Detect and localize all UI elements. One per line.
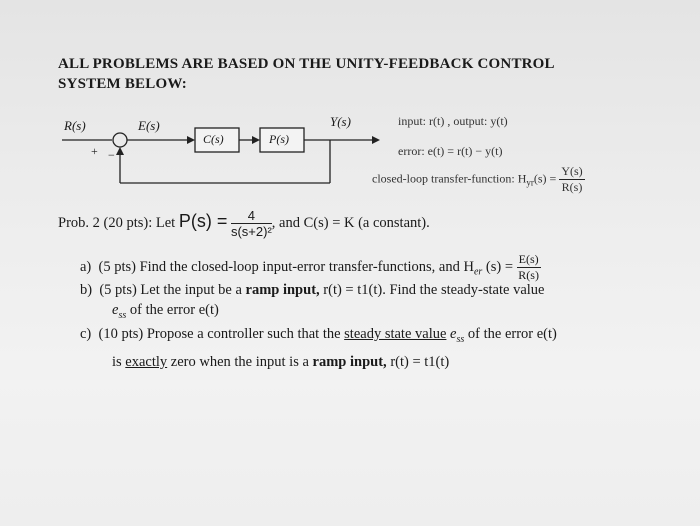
part-c-text-1: (10 pts) Propose a controller such that the	[98, 326, 345, 342]
tf-numerator: Y(s)	[561, 164, 583, 178]
part-b-line-1	[80, 282, 544, 299]
part-b-label: b)	[80, 282, 93, 298]
minus-sign: −	[108, 148, 115, 162]
problem-intro: Prob. 2 (20 pts): Let	[58, 214, 179, 231]
output-arrow	[372, 136, 380, 144]
part-c-line-2-a: is	[112, 354, 126, 370]
signal-Y: Y(s)	[330, 114, 351, 129]
part-a-sub: er	[473, 266, 483, 278]
part-c-label: c)	[80, 326, 92, 342]
header-line-2: SYSTEM BELOW:	[58, 76, 187, 92]
part-a-text: (5 pts) Find the closed-loop input-error transfer-functions, and H	[98, 258, 474, 275]
tf-sub: yr	[526, 177, 534, 188]
plant-label: P(s)	[269, 132, 289, 146]
part-a	[80, 252, 541, 283]
error-note: error: e(t) = r(t) − y(t)	[398, 144, 503, 158]
part-c-e: e	[446, 326, 457, 342]
part-b-e: e	[112, 302, 119, 318]
tf-denominator: R(s)	[561, 180, 583, 194]
plant-tail: , and C(s) = K (a constant).	[271, 214, 430, 231]
plus-sign: +	[91, 144, 98, 158]
part-c-line-2	[112, 354, 449, 371]
tf-arg: (s) =	[533, 171, 557, 186]
part-c-text-2: of the error e(t)	[464, 326, 557, 342]
plant-denominator: s(s+2)²	[230, 224, 272, 239]
part-a-arg: (s) =	[482, 258, 514, 275]
part-c-line-1	[80, 326, 557, 345]
signal-E: E(s)	[138, 118, 160, 133]
arrow-to-plant	[252, 136, 260, 144]
signal-R: R(s)	[64, 118, 86, 133]
tf-fraction	[559, 164, 584, 195]
part-b-bold: ramp input,	[245, 282, 320, 298]
part-c-sub: ss	[456, 333, 465, 345]
part-c-line-2-c: r(t) = t1(t)	[386, 354, 450, 370]
part-a-denominator: R(s)	[518, 268, 539, 282]
controller-label: C(s)	[203, 132, 224, 146]
part-c-bold: ramp input,	[312, 354, 387, 370]
part-b-line-2	[112, 302, 219, 321]
plant-fraction	[231, 208, 272, 239]
part-b-sub: ss	[118, 309, 127, 321]
part-c-exactly: exactly	[125, 354, 168, 370]
part-b-line-2-text: of the error e(t)	[126, 302, 219, 318]
feedback-arrow	[116, 147, 124, 155]
part-b-text-2: r(t) = t1(t). Find the steady-state value	[319, 282, 545, 298]
plant-lhs: P(s) =	[178, 210, 228, 231]
part-a-fraction	[517, 252, 541, 283]
summing-junction	[113, 133, 127, 147]
header-line-1: ALL PROBLEMS ARE BASED ON THE UNITY-FEEDBACK CONTROL	[58, 56, 555, 72]
io-note: input: r(t) , output: y(t)	[398, 114, 508, 128]
transfer-function-note	[372, 164, 585, 195]
part-c-line-2-b: zero when the input is a	[167, 354, 313, 370]
part-b-text-1: (5 pts) Let the input be a	[99, 282, 246, 298]
plant-numerator: 4	[231, 208, 272, 224]
part-a-numerator: E(s)	[518, 252, 539, 266]
problem-statement	[58, 208, 430, 239]
arrow-to-controller	[187, 136, 195, 144]
part-a-label: a)	[80, 258, 92, 275]
tf-label: closed-loop transfer-function: H	[372, 171, 527, 186]
part-c-underlined: steady state value	[344, 326, 447, 342]
